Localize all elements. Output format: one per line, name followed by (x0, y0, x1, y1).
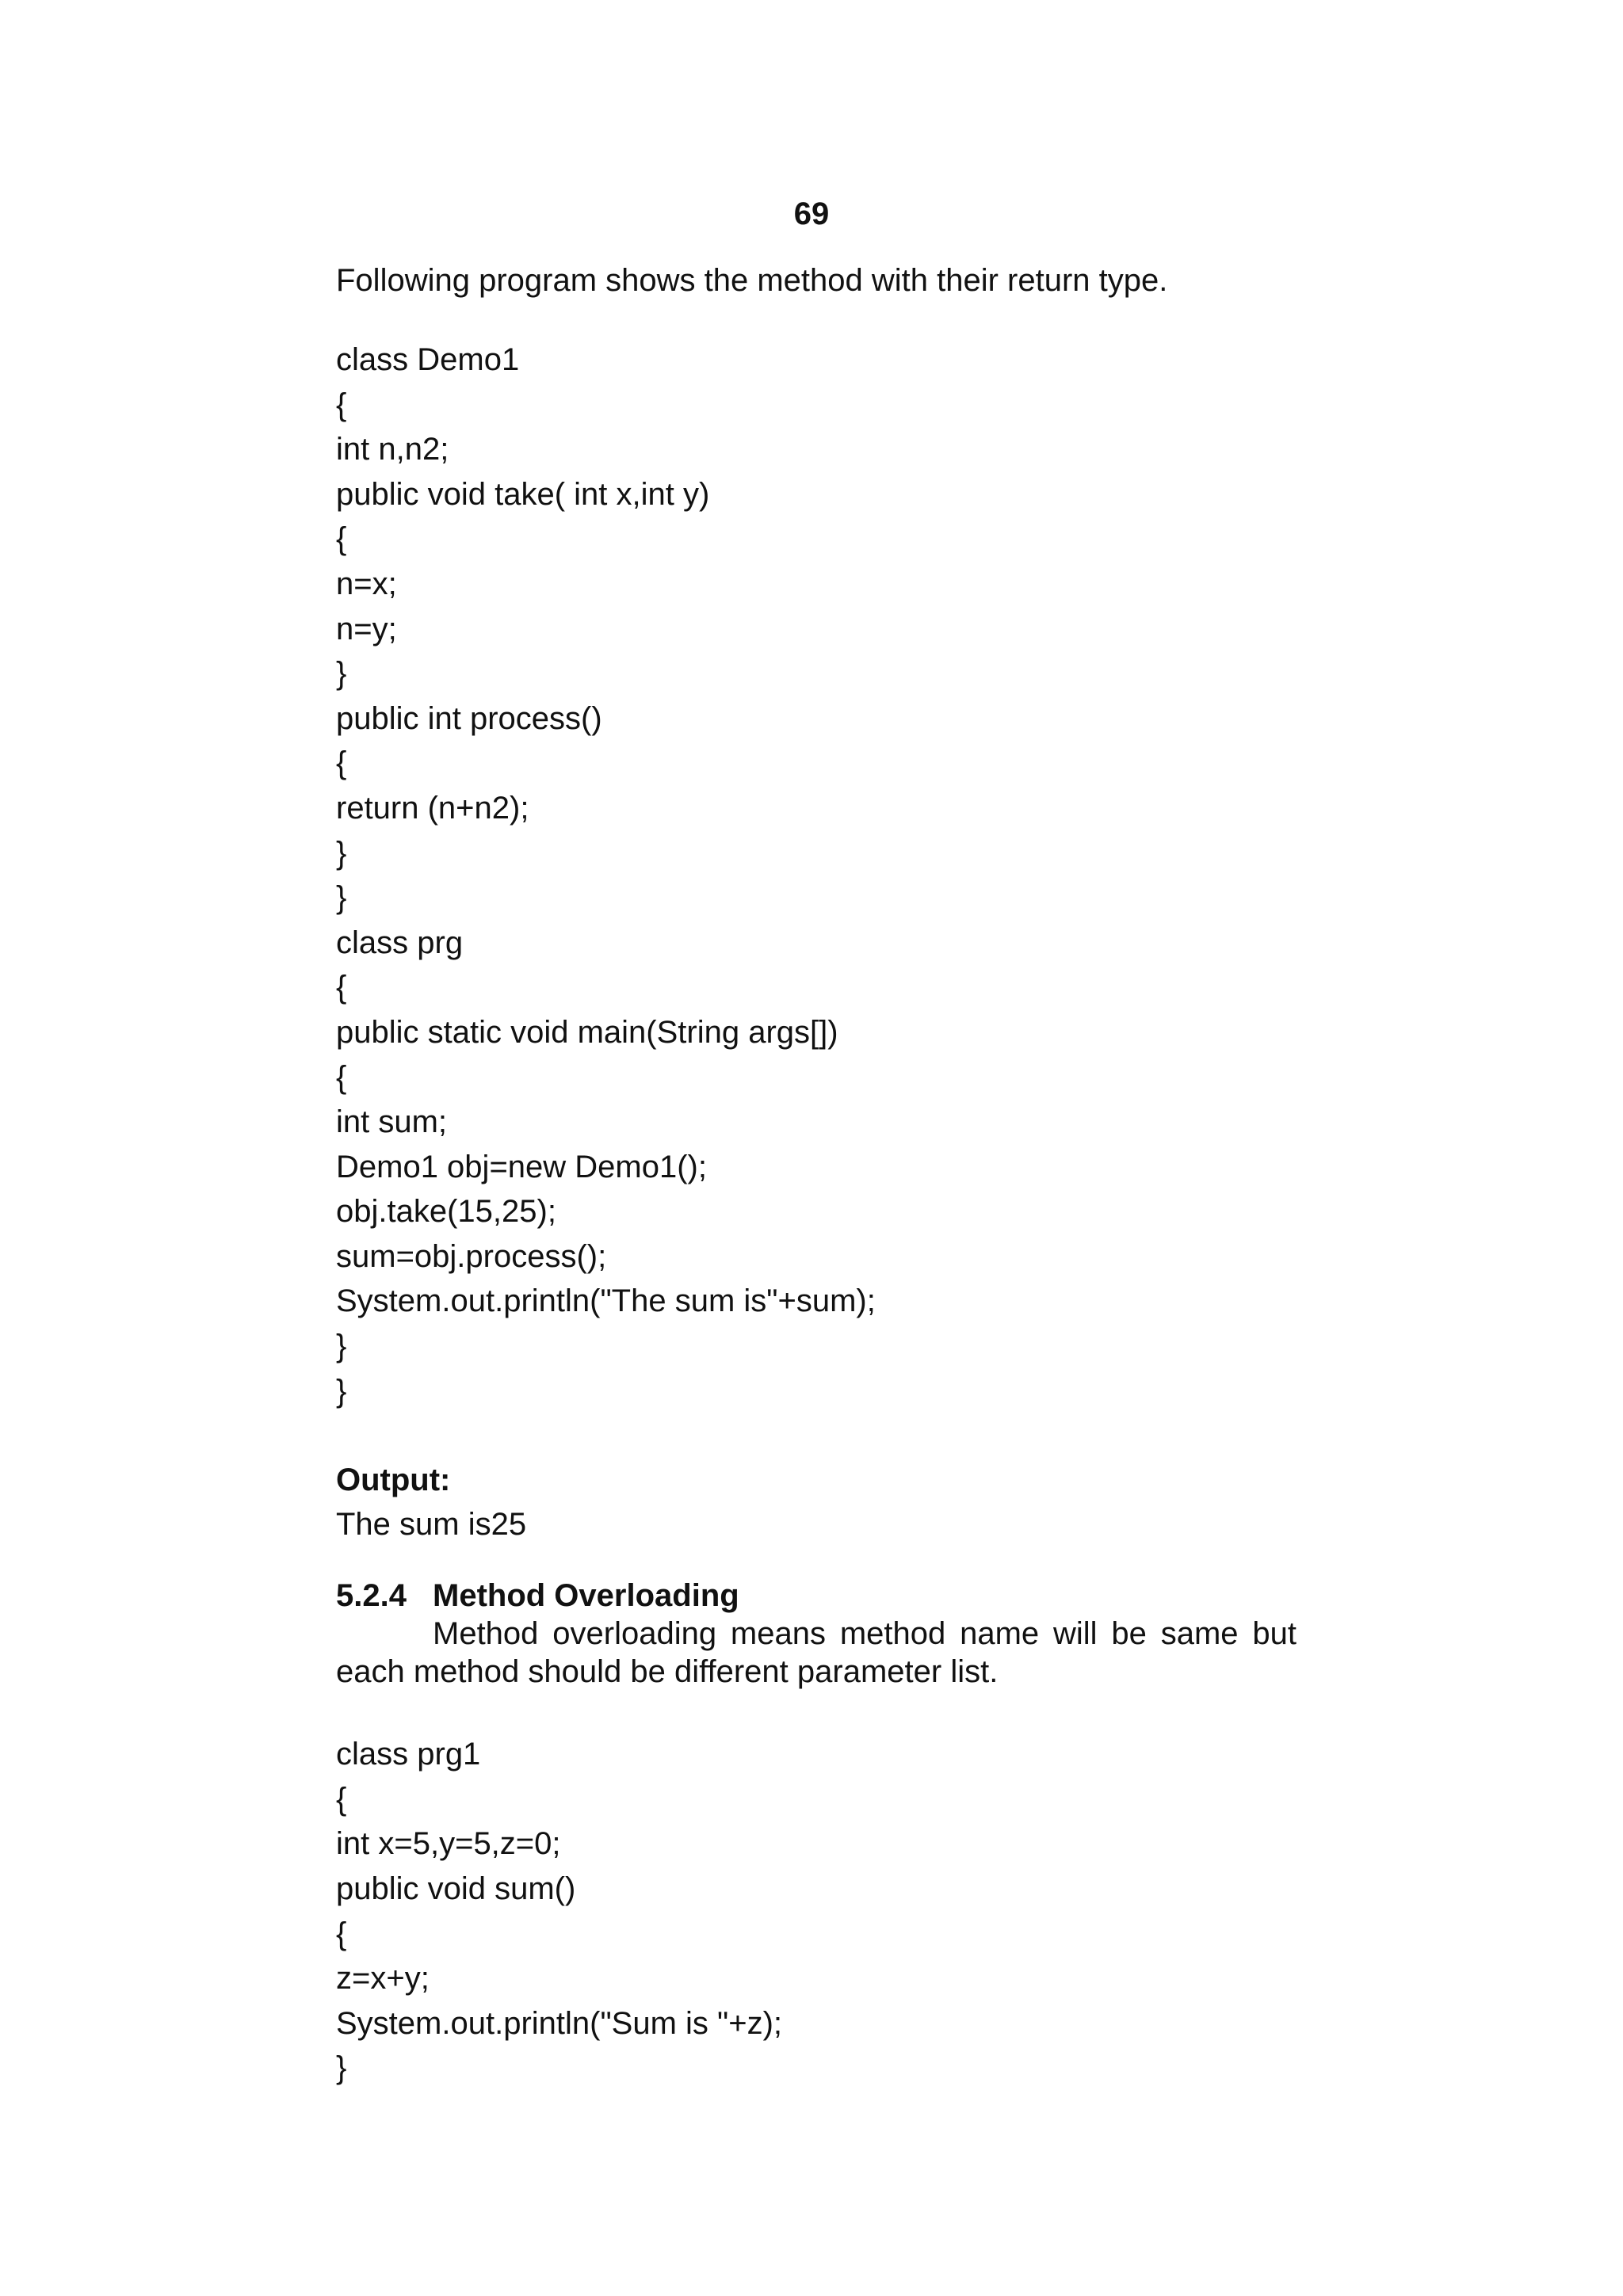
output-value: The sum is25 (336, 1507, 527, 1543)
code-line: } (336, 1373, 347, 1409)
code-line: int n,n2; (336, 432, 449, 467)
code-line: z=x+y; (336, 1961, 430, 1997)
code-block-demo1 (336, 338, 1296, 1413)
page-content (336, 258, 1296, 2091)
code-line: n=x; (336, 566, 397, 601)
code-line: public static void main(String args[]) (336, 1014, 838, 1050)
intro-text: Following program shows the method with their return type. (336, 263, 1168, 298)
section-number: 5.2.4 (336, 1578, 407, 1614)
code-line: { (336, 1059, 347, 1095)
code-line: { (336, 387, 347, 422)
code-line: } (336, 1329, 347, 1364)
code-line: class prg (336, 925, 464, 960)
section-title: Method Overloading (433, 1578, 739, 1614)
code-block-prg1 (336, 1732, 1296, 2091)
code-line: System.out.println("Sum is "+z); (336, 2005, 783, 2041)
code-line: } (336, 2050, 347, 2086)
code-line: } (336, 880, 347, 916)
code-line: class Demo1 (336, 342, 520, 377)
code-line: System.out.println("The sum is"+sum); (336, 1283, 876, 1319)
code-line: int x=5,y=5,z=0; (336, 1826, 561, 1862)
section-paragraph: Method overloading means method name will be same but each method should be different parameter list. (336, 1616, 1296, 1690)
page-number: 69 (793, 196, 830, 231)
code-line: { (336, 1916, 347, 1951)
output-label: Output: (336, 1463, 451, 1498)
code-line: public int process() (336, 700, 602, 736)
code-line: { (336, 970, 347, 1005)
section-heading (336, 1577, 1296, 1615)
code-line: public void take( int x,int y) (336, 476, 710, 512)
code-line: Demo1 obj=new Demo1(); (336, 1149, 707, 1184)
code-line: class prg1 (336, 1737, 481, 1772)
code-line: { (336, 521, 347, 557)
code-line: obj.take(15,25); (336, 1194, 556, 1230)
code-line: return (n+n2); (336, 790, 529, 826)
code-line: public void sum() (336, 1871, 576, 1907)
code-line: sum=obj.process(); (336, 1238, 607, 1274)
code-line: } (336, 835, 347, 871)
code-line: n=y; (336, 611, 397, 646)
code-line: { (336, 1781, 347, 1817)
code-line: { (336, 746, 347, 781)
code-line: } (336, 656, 347, 692)
code-line: int sum; (336, 1104, 448, 1140)
